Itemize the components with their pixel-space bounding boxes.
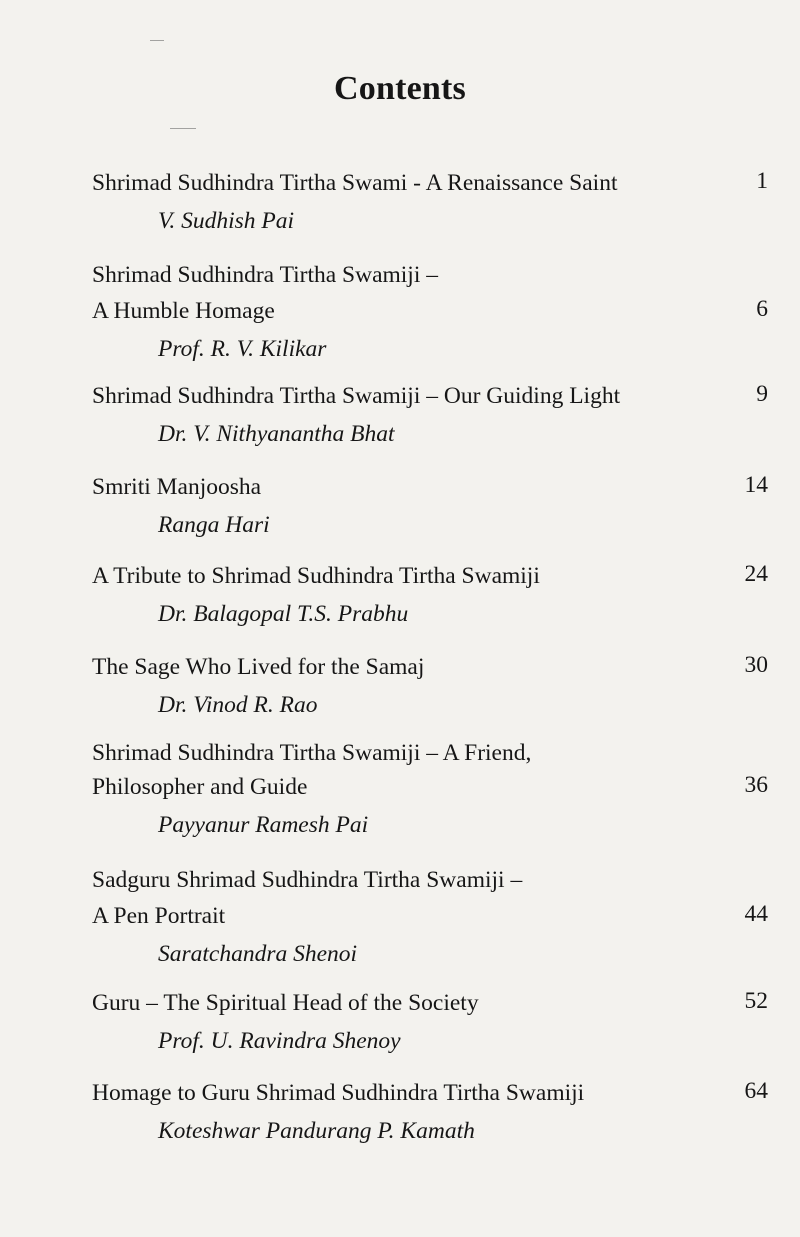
entry-page-number: 9 bbox=[756, 381, 768, 407]
toc-entry bbox=[92, 738, 768, 840]
entry-page-number: 6 bbox=[756, 296, 768, 322]
toc-entry bbox=[92, 168, 768, 236]
entry-author: Dr. V. Nithyanantha Bhat bbox=[158, 421, 395, 447]
entry-title-line: Philosopher and Guide bbox=[92, 774, 308, 800]
entry-author: Prof. R. V. Kilikar bbox=[158, 336, 327, 362]
toc-entry bbox=[92, 1078, 768, 1146]
toc-entry bbox=[92, 472, 768, 540]
entry-page-number: 64 bbox=[744, 1078, 768, 1104]
entry-author: Saratchandra Shenoi bbox=[158, 941, 358, 967]
entry-title-line: Shrimad Sudhindra Tirtha Swamiji – A Friend, bbox=[92, 740, 532, 766]
entry-title-line: Homage to Guru Shrimad Sudhindra Tirtha Swamiji bbox=[92, 1080, 585, 1106]
entry-author: Dr. Vinod R. Rao bbox=[158, 692, 318, 718]
entry-title-line: Guru – The Spiritual Head of the Society bbox=[92, 990, 479, 1016]
entry-title-line: Shrimad Sudhindra Tirtha Swamiji – Our Guiding Light bbox=[92, 383, 621, 409]
entry-author: Payyanur Ramesh Pai bbox=[158, 812, 369, 838]
entry-author: Koteshwar Pandurang P. Kamath bbox=[158, 1118, 475, 1144]
entry-title-line: A Tribute to Shrimad Sudhindra Tirtha Swamiji bbox=[92, 563, 540, 589]
page-title: Contents bbox=[334, 70, 466, 107]
entry-page-number: 30 bbox=[744, 652, 768, 678]
toc-entry bbox=[92, 652, 768, 720]
entry-title-line: Sadguru Shrimad Sudhindra Tirtha Swamiji – bbox=[92, 867, 523, 893]
entry-title-line: A Pen Portrait bbox=[92, 903, 226, 929]
entry-author: V. Sudhish Pai bbox=[158, 208, 295, 234]
entry-title-line: Smriti Manjoosha bbox=[92, 474, 262, 500]
entry-title-line: Shrimad Sudhindra Tirtha Swami - A Renaissance Saint bbox=[92, 170, 618, 196]
entry-page-number: 36 bbox=[744, 772, 768, 798]
entry-author: Prof. U. Ravindra Shenoy bbox=[158, 1028, 401, 1054]
toc-entry bbox=[92, 561, 768, 629]
entry-author: Dr. Balagopal T.S. Prabhu bbox=[158, 601, 409, 627]
entry-title-line: Shrimad Sudhindra Tirtha Swamiji – bbox=[92, 262, 438, 288]
toc-entry bbox=[92, 988, 768, 1056]
entry-title-line: A Humble Homage bbox=[92, 298, 275, 324]
toc-entry bbox=[92, 260, 768, 364]
entry-author: Ranga Hari bbox=[158, 512, 270, 538]
entry-page-number: 52 bbox=[744, 988, 768, 1014]
entry-page-number: 44 bbox=[744, 901, 768, 927]
entry-page-number: 1 bbox=[756, 168, 768, 194]
toc-entry bbox=[92, 865, 768, 969]
scan-mark bbox=[150, 40, 164, 41]
entry-page-number: 14 bbox=[744, 472, 768, 498]
entry-title-line: The Sage Who Lived for the Samaj bbox=[92, 654, 425, 680]
entry-page-number: 24 bbox=[744, 561, 768, 587]
scan-mark bbox=[170, 128, 196, 129]
toc-entry bbox=[92, 381, 768, 449]
